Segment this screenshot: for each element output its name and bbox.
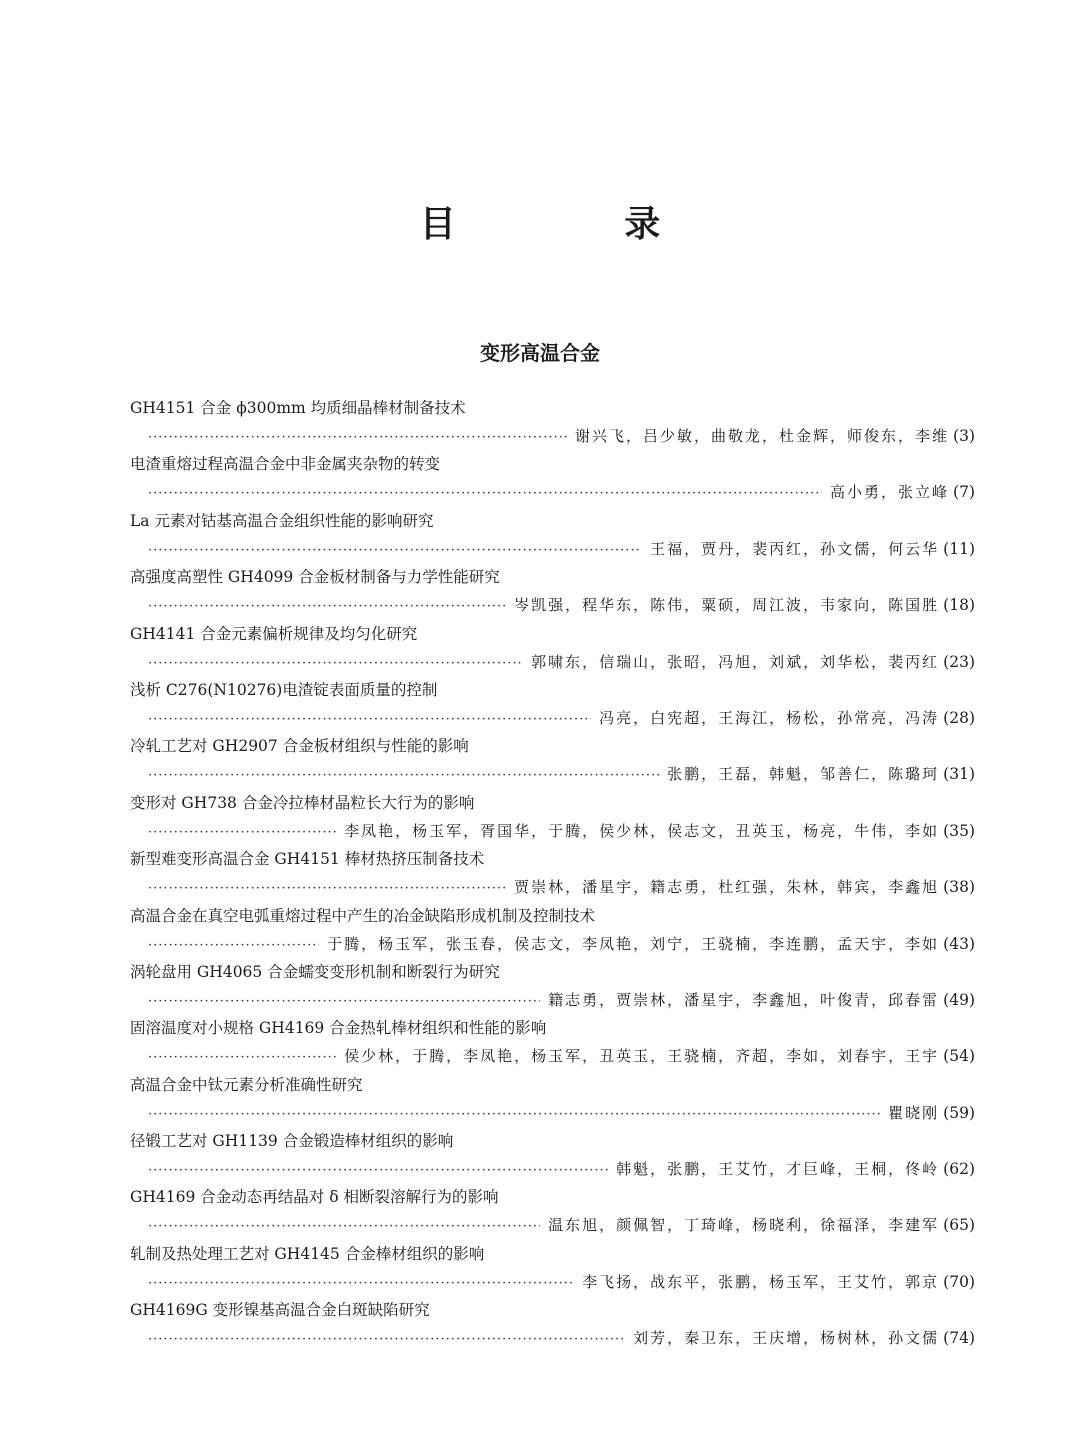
entry-page-number: (65): [943, 1216, 975, 1235]
entry-authors: 贾崇林，潘星宇，籍志勇，杜红强，朱林，韩宾，李鑫旭: [514, 878, 940, 897]
dot-leader: [148, 706, 591, 734]
section-title: 变形高温合金: [480, 341, 600, 365]
entry-page-number: (59): [943, 1103, 975, 1122]
entry-page-number: (23): [943, 652, 975, 671]
entry-authors: 高小勇，张立峰: [830, 483, 950, 502]
entry-title: 固溶温度对小规格 GH4169 合金热轧棒材组织和性能的影响: [130, 1019, 547, 1038]
entry-page-number: (3): [953, 427, 975, 445]
dot-leader: [148, 1157, 608, 1185]
entry-title: GH4141 合金元素偏析规律及均匀化研究: [130, 624, 418, 643]
toc-entry[interactable]: [130, 450, 975, 506]
entry-page-number: (28): [943, 708, 975, 727]
dot-leader: [148, 593, 506, 621]
toc-entry[interactable]: [130, 1296, 975, 1352]
dot-leader: [148, 480, 822, 508]
entry-authors: 李凤艳，杨玉军，胥国华，于腾，侯少林，侯志文，丑英玉，杨亮，牛伟，李如: [344, 821, 940, 840]
table-of-contents: [130, 394, 975, 1353]
entry-page-number: (18): [943, 596, 975, 615]
toc-entry[interactable]: [130, 958, 975, 1014]
entry-title: 高温合金在真空电弧重熔过程中产生的冶金缺陷形成机制及控制技术: [130, 906, 596, 925]
entry-authors: 岑凯强，程华东，陈伟，粟硕，周江波，韦家向，陈国胜: [514, 596, 940, 615]
toc-entry[interactable]: [130, 1240, 975, 1296]
entry-title: 涡轮盘用 GH4065 合金蠕变变形机制和断裂行为研究: [130, 962, 500, 981]
dot-leader: [148, 1270, 574, 1298]
toc-entry[interactable]: [130, 1127, 975, 1183]
entry-title: GH4151 合金 ϕ300mm 均质细晶棒材制备技术: [130, 399, 466, 417]
dot-leader: [148, 650, 523, 678]
entry-title: 变形对 GH738 合金冷拉棒材晶粒长大行为的影响: [130, 793, 475, 812]
entry-page-number: (49): [943, 990, 975, 1009]
dot-leader: [148, 537, 642, 565]
dot-leader: [148, 1213, 540, 1241]
entry-authors: 郭啸东，信瑞山，张昭，冯旭，刘斌，刘华松，裴丙红: [531, 652, 940, 671]
entry-title: 高强度高塑性 GH4099 合金板材制备与力学性能研究: [130, 568, 500, 587]
entry-authors: 谢兴飞，吕少敏，曲敬龙，杜金辉，师俊东，李维: [575, 427, 950, 445]
entry-page-number: (11): [943, 539, 975, 558]
toc-entry[interactable]: [130, 789, 975, 845]
dot-leader: [148, 1044, 336, 1072]
entry-page-number: (62): [943, 1160, 975, 1179]
dot-leader: [148, 1101, 880, 1129]
entry-authors: 刘芳，秦卫东，王庆增，杨树林，孙文儒: [633, 1329, 940, 1348]
entry-title: 浅析 C276(N10276)电渣锭表面质量的控制: [130, 680, 438, 699]
toc-entry[interactable]: [130, 676, 975, 732]
dot-leader: [148, 1326, 625, 1354]
dot-leader: [148, 875, 506, 903]
toc-entry[interactable]: [130, 732, 975, 788]
toc-entry[interactable]: [130, 507, 975, 563]
page-title: 目 录: [419, 203, 739, 245]
entry-title: La 元素对钴基高温合金组织性能的影响研究: [130, 511, 434, 530]
entry-authors: 瞿晓刚: [888, 1103, 940, 1122]
entry-authors: 李飞扬，战东平，张鹏，杨玉军，王艾竹，郭京: [582, 1272, 940, 1291]
entry-authors: 张鹏，王磊，韩魁，邹善仁，陈璐珂: [667, 765, 940, 784]
entry-title: 轧制及热处理工艺对 GH4145 合金棒材组织的影响: [130, 1244, 485, 1263]
entry-title: 新型难变形高温合金 GH4151 棒材热挤压制备技术: [130, 850, 485, 869]
entry-authors: 侯少林，于腾，李凤艳，杨玉军，丑英玉，王骁楠，齐超，李如，刘春宇，王宇: [344, 1047, 940, 1066]
toc-entry[interactable]: [130, 620, 975, 676]
dot-leader: [148, 932, 319, 960]
entry-page-number: (38): [943, 878, 975, 897]
toc-entry[interactable]: [130, 1183, 975, 1239]
entry-authors: 籍志勇，贾崇林，潘星宇，李鑫旭，叶俊青，邱春雷: [548, 990, 940, 1009]
toc-entry[interactable]: [130, 845, 975, 901]
toc-entry[interactable]: [130, 563, 975, 619]
entry-title: 径锻工艺对 GH1139 合金锻造棒材组织的影响: [130, 1132, 454, 1151]
dot-leader: [148, 988, 540, 1016]
entry-page-number: (70): [943, 1272, 975, 1291]
entry-title: GH4169G 变形镍基高温合金白斑缺陷研究: [130, 1301, 430, 1320]
toc-entry[interactable]: [130, 1071, 975, 1127]
entry-title: 冷轧工艺对 GH2907 合金板材组织与性能的影响: [130, 737, 469, 756]
entry-page-number: (43): [943, 934, 975, 953]
entry-authors: 冯亮，白宪超，王海江，杨松，孙常亮，冯涛: [599, 708, 940, 727]
entry-authors: 温东旭，颜佩智，丁琦峰，杨晓利，徐福泽，李建军: [548, 1216, 940, 1235]
toc-entry[interactable]: [130, 394, 975, 450]
entry-authors: 韩魁，张鹏，王艾竹，才巨峰，王桐，佟岭: [616, 1160, 940, 1179]
entry-page-number: (35): [943, 821, 975, 840]
entry-page-number: (31): [943, 765, 975, 784]
entry-title: 电渣重熔过程高温合金中非金属夹杂物的转变: [130, 455, 441, 474]
dot-leader: [148, 762, 659, 790]
entry-authors: 王福，贾丹，裴丙红，孙文儒，何云华: [650, 539, 940, 558]
dot-leader: [148, 819, 336, 847]
entry-title: GH4169 合金动态再结晶对 δ 相断裂溶解行为的影响: [130, 1188, 499, 1207]
dot-leader: [148, 424, 567, 452]
entry-authors: 于腾，杨玉军，张玉春，侯志文，李凤艳，刘宁，王骁楠，李连鹏，孟天宇，李如: [327, 934, 940, 953]
entry-page-number: (7): [953, 483, 975, 502]
entry-page-number: (74): [943, 1329, 975, 1348]
toc-entry[interactable]: [130, 902, 975, 958]
entry-page-number: (54): [943, 1047, 975, 1066]
entry-title: 高温合金中钛元素分析准确性研究: [130, 1075, 363, 1094]
toc-entry[interactable]: [130, 1014, 975, 1070]
